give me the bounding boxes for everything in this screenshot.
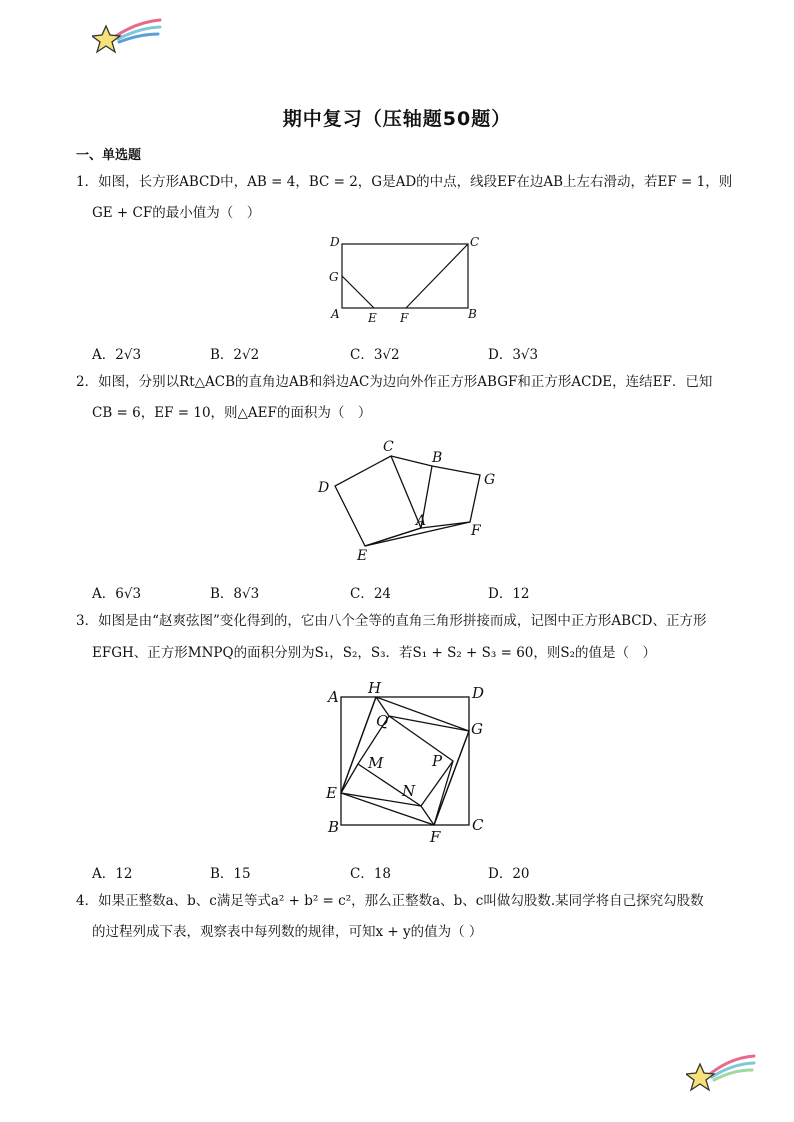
label-d: D <box>330 235 340 249</box>
label-q: Q <box>376 712 389 730</box>
question-3-line-1: 3．如图是由“赵爽弦图”变化得到的，它由八个全等的直角三角形拼接而成，记图中正方形ABCD、正方形 <box>76 613 707 629</box>
question-3-line-2: EFGH、正方形MNPQ的面积分别为S₁，S₂，S₃．若S₁ + S₂ + S₃ = 60，则S₂的值是（ ） <box>92 645 657 661</box>
label-b: B <box>432 450 443 466</box>
label-h: H <box>368 679 382 697</box>
label-c: C <box>383 439 394 455</box>
rectangle-abcd <box>342 244 468 308</box>
label-e: E <box>357 548 368 564</box>
label-f: F <box>400 311 409 325</box>
label-p: P <box>432 752 443 770</box>
question-2-option-d[interactable]: D．12 <box>488 586 530 602</box>
question-2-line-1: 2．如图，分别以Rt△ACB的直角边AB和斜边AC为边向外作正方形ABGF和正方形ACDE，连结EF．已知 <box>76 374 713 390</box>
question-1-option-c[interactable]: C．3√2 <box>350 347 400 363</box>
question-4-line-2: 的过程列成下表，观察表中每列数的规律，可知x + y的值为（ ） <box>92 924 483 940</box>
question-1-option-b[interactable]: B．2√2 <box>210 347 260 363</box>
label-a: A <box>328 688 339 706</box>
label-f: F <box>430 828 441 846</box>
segment-fc <box>406 244 468 308</box>
label-n: N <box>402 782 416 800</box>
label-m: M <box>368 754 384 772</box>
segment-gp <box>434 731 469 825</box>
question-3-figure <box>318 676 494 848</box>
section-heading: 一、单选题 <box>76 148 142 163</box>
question-2-line-2: CB = 6，EF = 10，则△AEF的面积为（ ） <box>92 405 372 421</box>
question-1-line-1: 1．如图，长方形ABCD中，AB = 4，BC = 2，G是AD的中点，线段EF在边AB上左右滑动，若EF = 1，则 <box>76 174 733 190</box>
square-abgf <box>421 466 480 528</box>
label-b: B <box>328 818 340 836</box>
label-b: B <box>468 307 477 321</box>
question-4-line-1: 4．如果正整数a、b、c满足等式a² + b² = c²，那么正整数a、b、c叫做勾股数.某同学将自己探究勾股数 <box>76 893 704 909</box>
page-title: 期中复习（压轴题50题） <box>282 108 512 130</box>
segment-gq <box>389 716 469 731</box>
shooting-star-icon-bottom <box>686 1052 758 1096</box>
question-1-figure <box>322 232 482 328</box>
label-c: C <box>472 816 484 834</box>
question-1-option-a[interactable]: A．2√3 <box>92 347 142 363</box>
label-a: A <box>416 513 427 529</box>
label-g: G <box>329 270 339 284</box>
question-2-figure <box>310 435 510 565</box>
question-1-line-2: GE + CF的最小值为（ ） <box>92 205 261 221</box>
segment-ge <box>342 276 374 308</box>
label-g: G <box>471 720 483 738</box>
segment-cb <box>391 456 432 466</box>
segment-ea <box>365 528 421 546</box>
question-3-option-a[interactable]: A．12 <box>92 866 133 882</box>
question-3-option-d[interactable]: D．20 <box>488 866 530 882</box>
label-g: G <box>484 472 496 488</box>
question-3-option-b[interactable]: B．15 <box>210 866 251 882</box>
question-1-option-d[interactable]: D．3√3 <box>488 347 539 363</box>
question-2-option-c[interactable]: C．24 <box>350 586 392 602</box>
label-c: C <box>470 235 480 249</box>
label-e: E <box>368 311 377 325</box>
question-2-option-a[interactable]: A．6√3 <box>92 586 142 602</box>
segment-fp <box>434 761 453 825</box>
label-e: E <box>326 784 337 802</box>
label-d: D <box>472 684 485 702</box>
question-3-option-c[interactable]: C．18 <box>350 866 392 882</box>
shooting-star-icon-top <box>92 18 164 58</box>
question-2-option-b[interactable]: B．8√3 <box>210 586 260 602</box>
label-d: D <box>318 480 330 496</box>
label-f: F <box>471 523 481 539</box>
label-a: A <box>331 307 340 321</box>
